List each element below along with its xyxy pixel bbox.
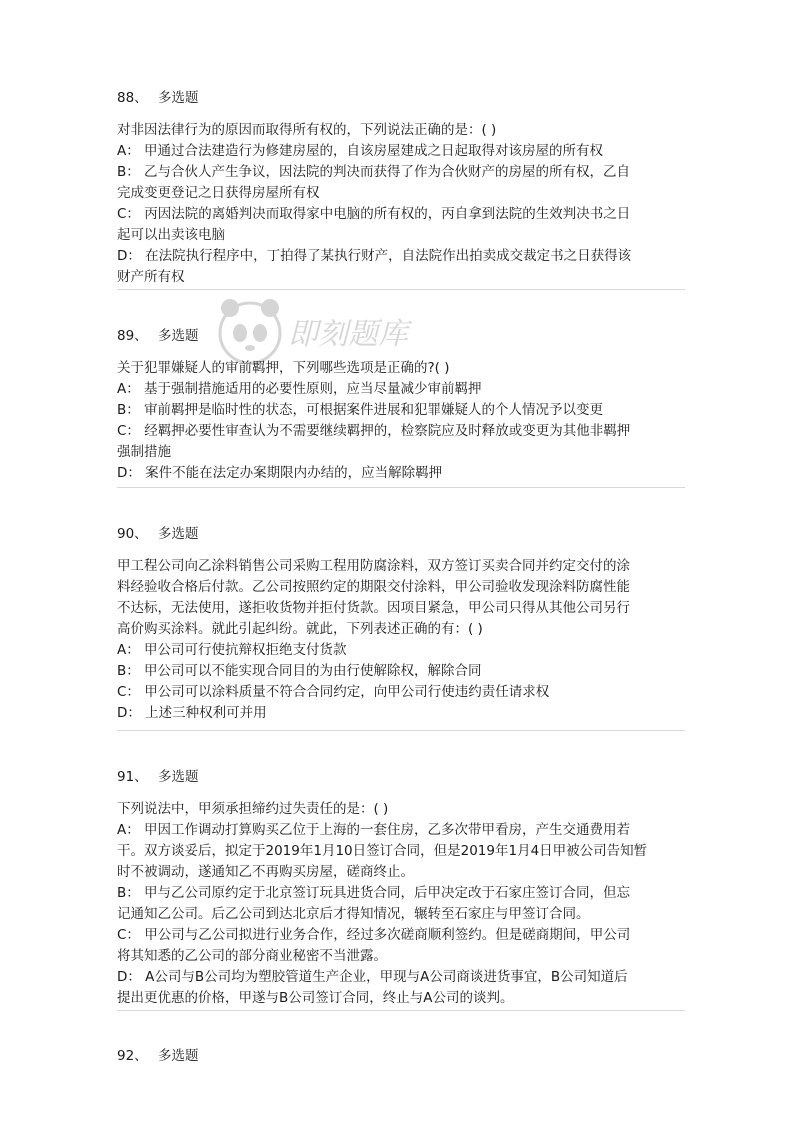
option-c: C： 甲公司可以涂料质量不符合合同约定，向甲公司行使违约责任请求权	[117, 684, 550, 700]
option-a: A： 甲通过合法建造行为修建房屋的，自该房屋建成之日起取得对该房屋的所有权	[117, 143, 604, 159]
option-d: D： 在法院执行程序中，丁拍得了某执行财产，自法院作出拍卖成交裁定书之日获得该	[117, 248, 632, 264]
question-90	[117, 524, 689, 724]
question-stem: 对非因法律行为的原因而取得所有权的，下列说法正确的是：( )	[117, 122, 497, 138]
option-b: B： 审前羁押是临时性的状态，可根据案件进展和犯罪嫌疑人的个人情况予以变更	[117, 402, 604, 418]
question-number: 92、	[117, 1048, 148, 1064]
option-d: D： A公司与B公司均为塑胶管道生产企业，甲现与A公司商谈进货事宜，B公司知道后	[117, 969, 628, 985]
question-header	[117, 767, 689, 787]
option-a-cont: 时不被调动，遂通知乙不再购买房屋，磋商终止。	[117, 864, 414, 880]
option-d-cont: 财产所有权	[117, 269, 185, 285]
option-b: B： 乙与合伙人产生争议，因法院的判决而获得了作为合伙财产的房屋的所有权，乙自	[117, 164, 631, 180]
question-number: 90、	[117, 526, 148, 542]
option-a: A： 甲因工作调动打算购买乙位于上海的一套住房，乙多次带甲看房，产生交通费用若	[117, 822, 631, 838]
question-88	[117, 88, 689, 288]
option-c: C： 甲公司与乙公司拟进行业务合作，经过多次磋商顺利签约。但是磋商期间，甲公司	[117, 927, 631, 943]
question-type: 多选题	[157, 769, 199, 785]
option-d: D： 上述三种权利可并用	[117, 705, 267, 721]
question-89	[117, 326, 689, 484]
question-header	[117, 326, 689, 346]
question-stem-cont: 高价购买涂料。就此引起纠纷。就此，下列表述正确的有：( )	[117, 621, 483, 637]
option-a: A： 基于强制措施适用的必要性原则，应当尽量减少审前羁押	[117, 381, 482, 397]
option-b: B： 甲公司可以不能实现合同目的为由行使解除权，解除合同	[117, 663, 482, 679]
divider	[117, 730, 685, 731]
question-type: 多选题	[157, 526, 199, 542]
question-stem: 甲工程公司向乙涂料销售公司采购工程用防腐涂料，双方签订买卖合同并约定交付的涂	[117, 558, 630, 574]
svg-text:即刻题库: 即刻题库	[288, 317, 408, 352]
question-91	[117, 767, 689, 1009]
option-d-cont: 提出更优惠的价格，甲遂与B公司签订合同，终止与A公司的谈判。	[117, 990, 514, 1006]
option-c: C： 丙因法院的离婚判决而取得家中电脑的所有权的，丙自拿到法院的生效判决书之日	[117, 206, 631, 222]
question-number: 88、	[117, 90, 148, 106]
question-type: 多选题	[157, 328, 199, 344]
option-d: D： 案件不能在法定办案期限内办结的，应当解除羁押	[117, 465, 443, 481]
question-92	[117, 1046, 689, 1078]
question-header	[117, 1046, 689, 1066]
option-c-cont: 起可以出卖该电脑	[117, 227, 225, 243]
question-stem-cont: 不达标，无法使用，遂拒收货物并拒付货款。因项目紧急，甲公司只得从其他公司另行	[117, 600, 630, 616]
question-stem: 下列说法中，甲须承担缔约过失责任的是：( )	[117, 801, 389, 817]
option-c-cont: 强制措施	[117, 444, 171, 460]
divider	[117, 289, 685, 290]
question-header	[117, 524, 689, 544]
question-stem: 关于犯罪嫌疑人的审前羁押，下列哪些选项是正确的?( )	[117, 360, 450, 376]
question-stem-cont: 料经验收合格后付款。乙公司按照约定的期限交付涂料，甲公司验收发现涂料防腐性能	[117, 579, 630, 595]
question-number: 89、	[117, 328, 148, 344]
option-c-cont: 将其知悉的乙公司的部分商业秘密不当泄露。	[117, 948, 387, 964]
divider	[117, 1010, 685, 1011]
option-a-cont: 干。双方谈妥后，拟定于2019年1月10日签订合同，但是2019年1月4日甲被公司告知暂	[117, 843, 648, 859]
option-b: B： 甲与乙公司原约定于北京签订玩具进货合同，后甲决定改于石家庄签订合同，但忘	[117, 885, 631, 901]
divider	[117, 487, 685, 488]
option-a: A： 甲公司可行使抗辩权拒绝支付货款	[117, 642, 347, 658]
question-header	[117, 88, 689, 108]
question-type: 多选题	[157, 1048, 199, 1064]
question-type: 多选题	[157, 90, 199, 106]
option-b-cont: 记通知乙公司。后乙公司到达北京后才得知情况，辗转至石家庄与甲签订合同。	[117, 906, 590, 922]
option-b-cont: 完成变更登记之日获得房屋所有权	[117, 185, 320, 201]
option-c: C： 经羁押必要性审查认为不需要继续羁押的，检察院应及时释放或变更为其他非羁押	[117, 423, 631, 439]
question-number: 91、	[117, 769, 148, 785]
